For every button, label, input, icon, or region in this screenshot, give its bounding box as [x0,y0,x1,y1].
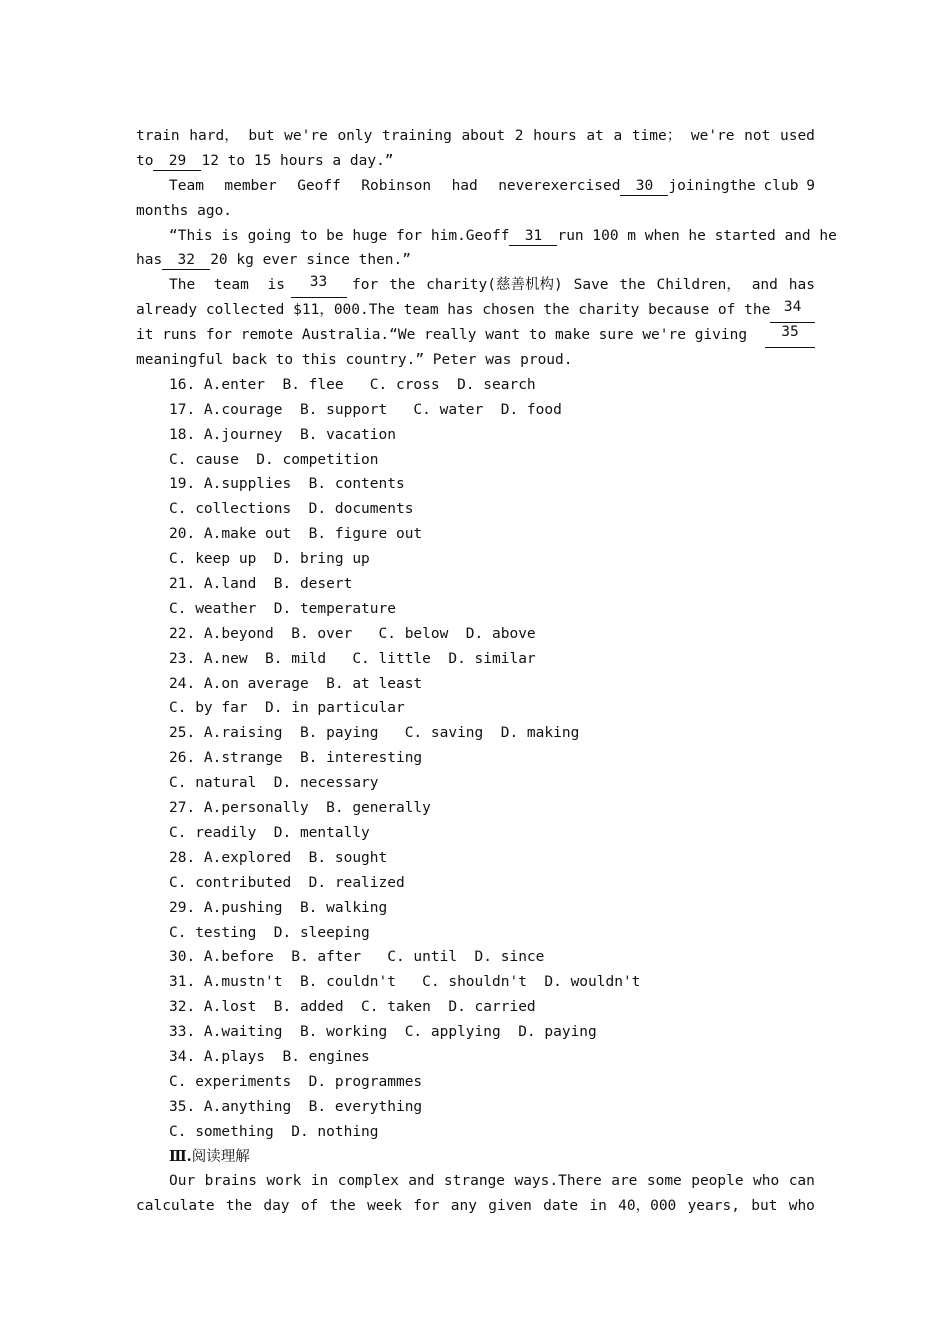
word: time； [631,128,682,144]
option-line: C. weather D. temperature [169,600,396,617]
word: in [589,1198,607,1215]
text-run: 20 kg ever since then.” [210,252,411,269]
word: used [779,128,815,144]
word: Children， [656,277,741,294]
word: 9 [806,177,815,194]
word: has [788,277,815,294]
blank-29: 29 [153,152,201,171]
text-run [169,224,557,249]
word: day [263,1198,290,1215]
word: week [367,1198,402,1215]
word: but [248,128,275,144]
text-run: to [136,152,154,169]
passage-line-6 [136,248,815,273]
option-line: 22. A.beyond B. over C. below D. above [169,625,536,642]
word: never [498,177,542,194]
reading-line-1 [136,1169,815,1194]
option-line: 33. A.waiting B. working C. applying D. paying [169,1024,597,1041]
word: who [788,1198,815,1215]
text-run: has [136,252,163,269]
word: people [691,1173,744,1190]
word: had [451,177,478,194]
section-number: Ⅲ. [169,1147,192,1165]
passage-line-2 [136,149,815,174]
blank-33: 33 [291,273,347,298]
reading-line-2 [136,1194,815,1219]
word: charity(慈善机构) [426,277,563,294]
word: for [413,1198,440,1215]
passage-line-7 [136,273,815,298]
word: the [729,177,756,194]
word: strange [443,1173,506,1190]
passage-line-9 [136,323,815,348]
body-text [136,124,837,1219]
answer-options [136,373,815,1145]
word: is [267,277,285,294]
word: Save [573,277,609,294]
word: we're [284,128,328,144]
option-line: C. readily D. mentally [169,824,370,841]
option-line: 24. A.on average B. at least [169,675,423,692]
word-group [169,174,542,199]
word: a [613,128,623,144]
blank-31: 31 [509,227,557,246]
word: not [744,128,771,144]
passage-line-4: months ago. [136,202,233,219]
blank-35: 35 [765,323,815,348]
section-heading [136,1145,815,1170]
word: in [310,1173,329,1190]
text-run: already collected $11，000.The team has chosen the charity because of the [136,302,771,319]
word: work [266,1173,302,1190]
word: we're [690,128,735,144]
option-line: 31. A.mustn't B. couldn't C. shouldn't D. wouldn't [169,974,641,991]
word: The [169,277,196,294]
word: who [753,1173,780,1190]
word-group [730,174,815,199]
option-line: C. cause D. competition [169,451,379,468]
option-line: 16. A.enter B. flee C. cross D. search [169,376,536,393]
section-title: 阅读理解 [191,1148,250,1165]
word: brains [204,1173,258,1190]
word: team [213,277,249,294]
word: years, [687,1198,740,1215]
word: about [461,128,506,144]
word: at [586,128,604,144]
option-line: 19. A.supplies B. contents [169,476,405,493]
word: Team [169,177,204,194]
word: only [337,128,373,144]
word: calculate [136,1198,215,1215]
word: some [646,1173,682,1190]
option-line: C. something D. nothing [169,1123,379,1140]
option-line: C. natural D. necessary [169,775,379,792]
word: complex [337,1173,399,1190]
option-line: C. experiments D. programmes [169,1073,423,1090]
word: the [225,1198,253,1215]
blank-32: 32 [162,251,210,270]
word: 2 [514,128,524,144]
option-line: C. by far D. in particular [169,700,405,717]
option-line: 25. A.raising B. paying C. saving D. making [169,725,580,742]
option-line: C. keep up D. bring up [169,551,370,568]
word: club [763,177,799,194]
option-line: C. collections D. documents [169,501,414,518]
word: hard， [189,128,239,144]
option-line: 23. A.new B. mild C. little D. similar [169,650,536,667]
option-line: C. testing D. sleeping [169,924,370,941]
passage-line-1 [136,124,815,149]
option-line: 20. A.make out B. figure out [169,526,423,543]
word: can [788,1173,815,1190]
word: training [381,128,452,144]
option-line: 17. A.courage B. support C. water D. food [169,401,562,418]
option-line: 30. A.before B. after C. until D. since [169,949,545,966]
word: of [300,1198,319,1215]
word: and [408,1173,435,1190]
word: Robinson [361,177,432,194]
word: and [751,277,778,294]
text-run: it runs for remote Australia.“We really want to make sure we're giving [136,327,748,344]
word: Our [169,1173,196,1190]
word-group [169,273,285,298]
passage-line-8 [136,298,815,323]
text-run: exercised [541,177,621,194]
text-run: joining [668,177,730,194]
word: are [611,1173,638,1190]
word: member [224,177,277,194]
word: ways.There [514,1173,602,1190]
option-line: 27. A.personally B. generally [169,800,431,817]
word: any [450,1198,477,1215]
text-run [542,174,730,199]
word: date [543,1198,579,1215]
word: the [619,277,646,294]
option-line: 28. A.explored B. sought [169,849,388,866]
word: but [751,1198,778,1215]
word: hours [533,128,577,144]
word: train [136,128,180,144]
passage-line-5 [136,224,837,249]
word: 40，000 [618,1198,677,1215]
passage-line-10: meaningful back to this country.” Peter was proud. [136,352,573,369]
blank-34: 34 [770,298,815,323]
option-line: 35. A.anything B. everything [169,1098,423,1115]
option-line: 18. A.journey B. vacation [169,426,396,443]
passage-line-3 [136,174,815,199]
blank-30: 30 [620,177,668,196]
word: given [488,1198,532,1215]
text-run: “This is going to be huge for him.Geoff [169,227,510,244]
word: Geoff [297,177,341,194]
option-line: 29. A.pushing B. walking [169,899,388,916]
option-line: 26. A.strange B. interesting [169,750,423,767]
word: for [352,277,379,294]
option-line: 21. A.land B. desert [169,576,353,593]
text-run: 12 to 15 hours a day.” [201,152,394,169]
option-line: 34. A.plays B. engines [169,1048,370,1065]
word-group [352,273,815,298]
option-line: 32. A.lost B. added C. taken D. carried [169,999,536,1016]
text-run: run 100 m when he started and he [557,227,837,244]
word: the [329,1198,356,1215]
option-line: C. contributed D. realized [169,874,405,891]
word: the [389,277,416,294]
